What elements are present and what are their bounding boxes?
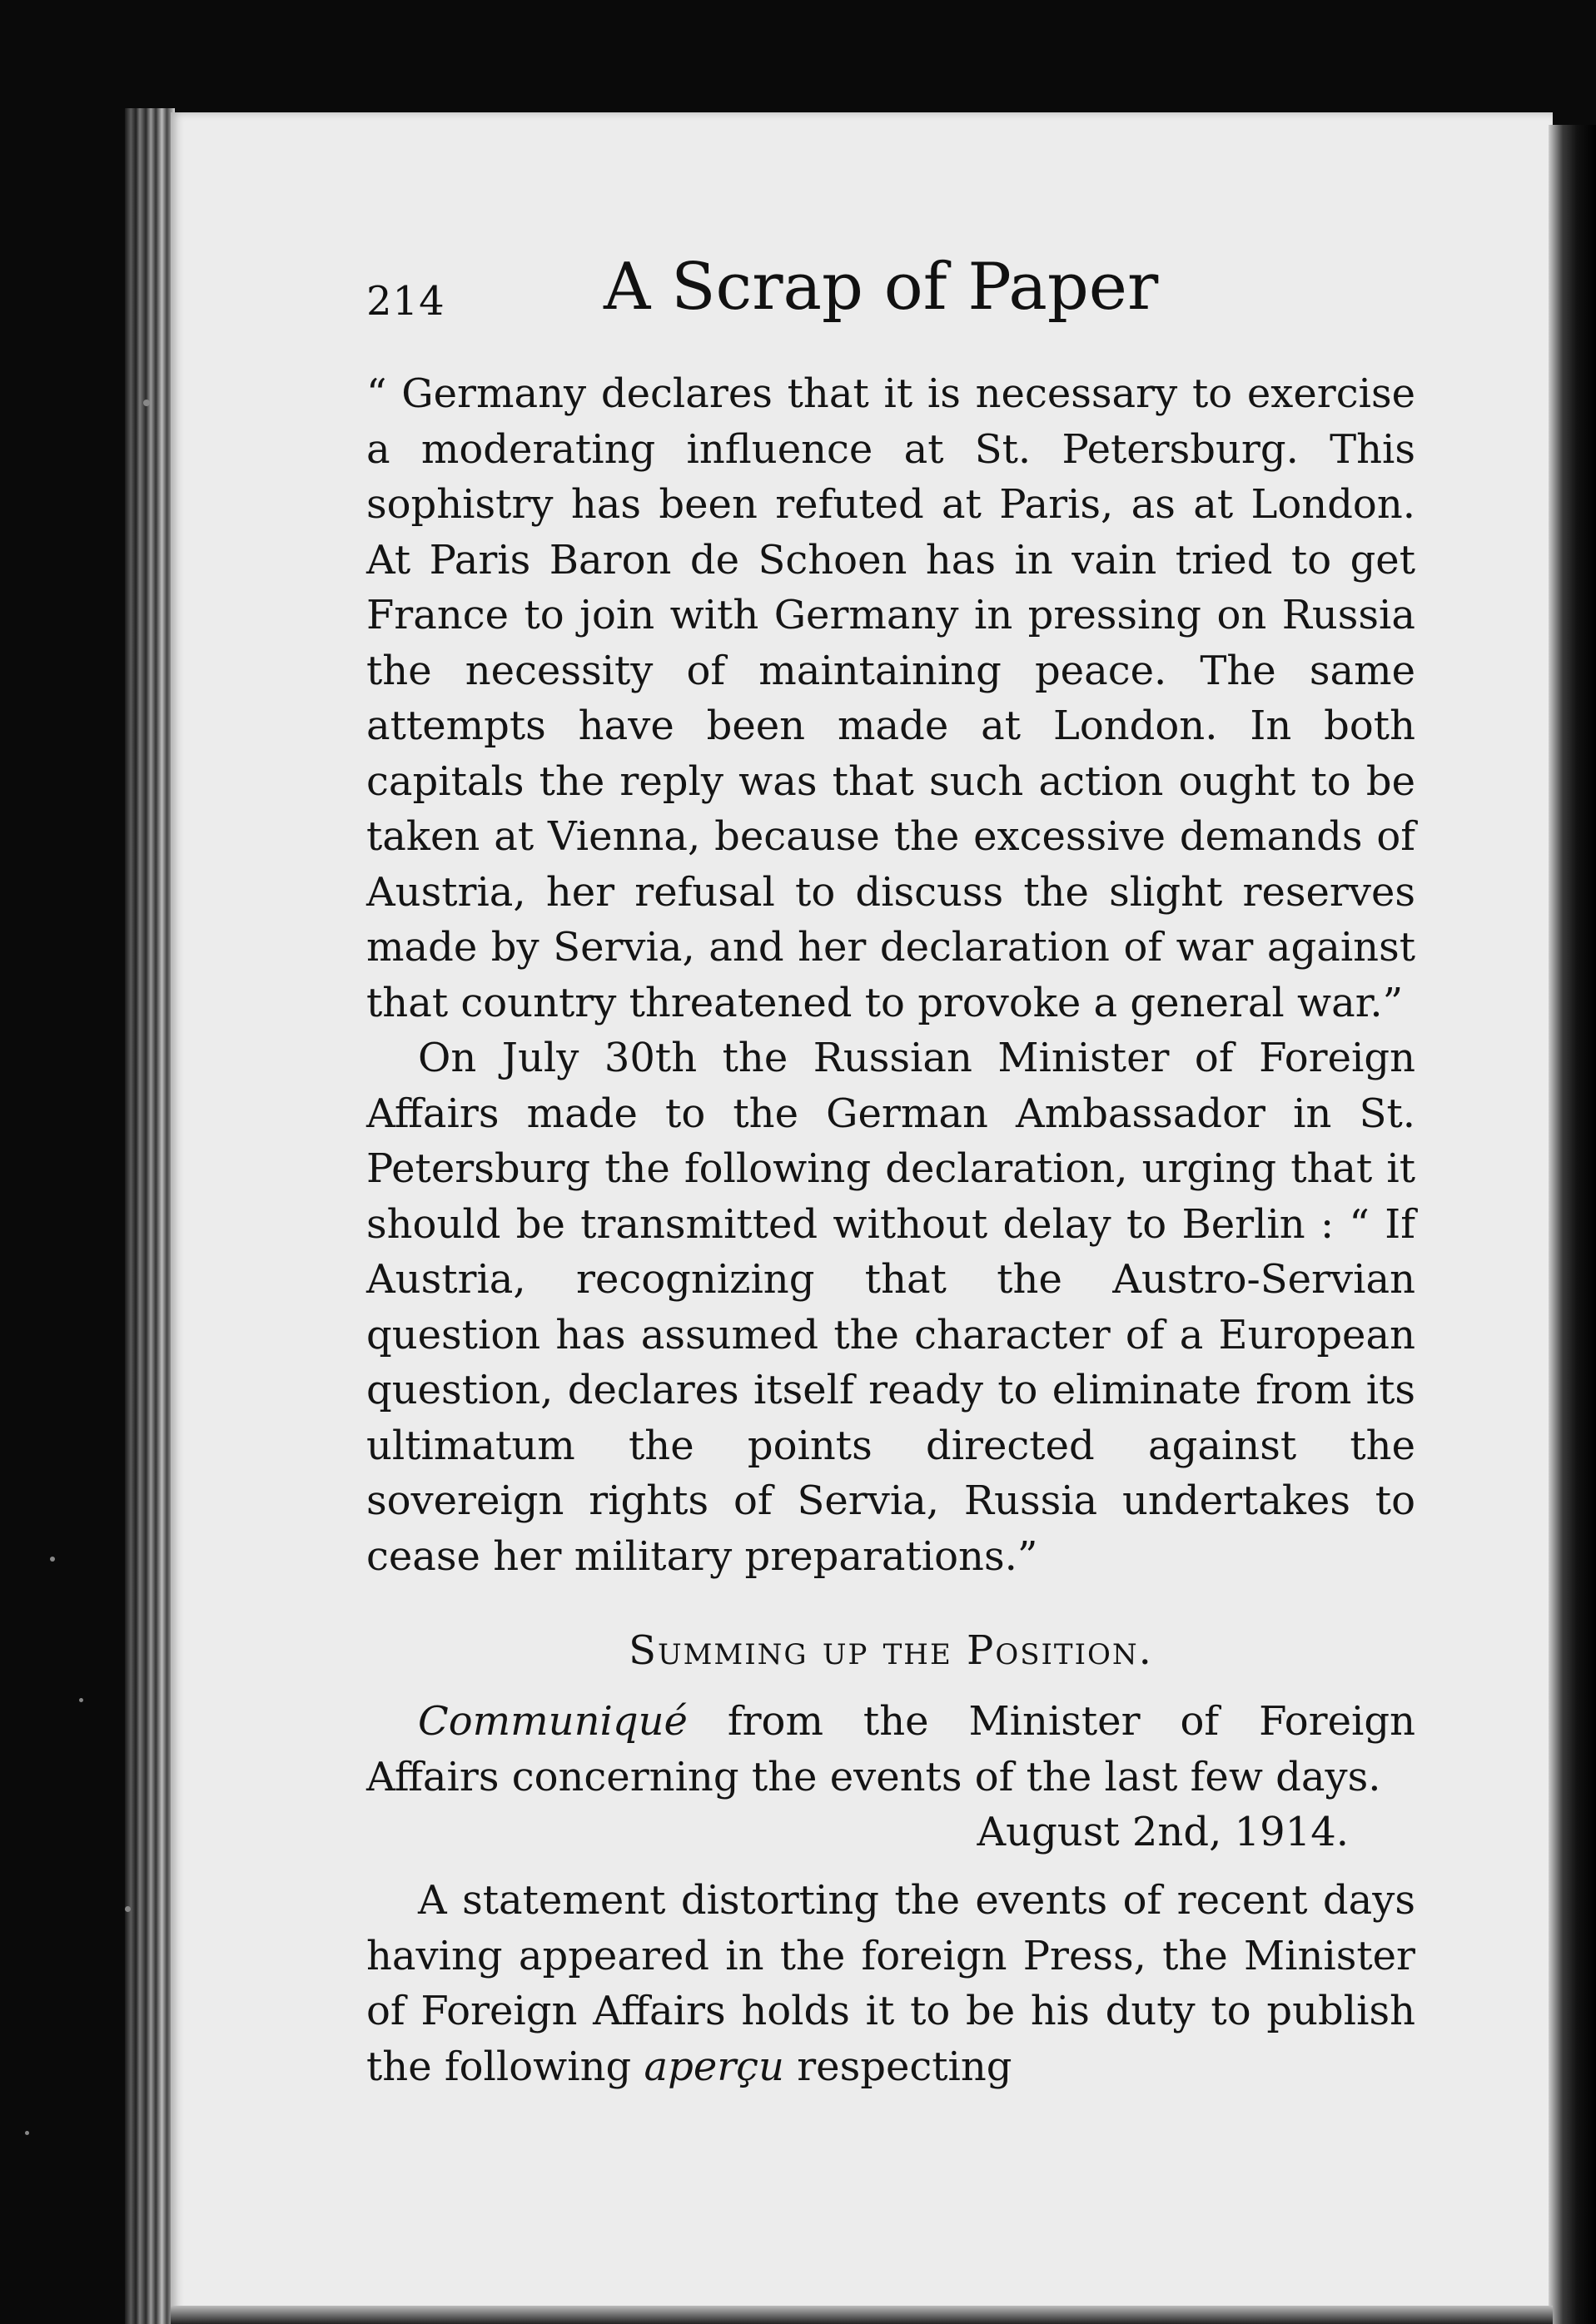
declaration-paragraph: On July 30th the Russian Minister of Foreign Affairs made to the German Ambassador in St. Petersburg the following declaration, urging that it should be transmitted without delay to Berlin : “ If Austria, recognizing that the Austro-Servian question has assumed the character of a European question, declares itself ready to eliminate from its ultimatum the points directed against the sovereign rights of Servia, Russia undertakes to cease her military preparations.” [366,1035,1415,1580]
apercu-italic-word: aperçu [644,2043,784,2090]
speck [25,2131,29,2135]
section-heading: Summing up the Position. [629,1627,1153,1674]
communique-italic-word: Communiqué [418,1698,688,1745]
page-number: 214 [366,278,445,325]
statement-text-start: A statement distorting the events of recent days having appeared in the foreign Press, the Minister of Foreign Affairs holds it to be his duty to publish the following [366,1877,1415,2090]
speck [143,400,150,406]
page-bottom-edge [171,2306,1553,2324]
statement-paragraph [366,1873,1415,2094]
speck [79,1698,83,1702]
page-body-text [366,366,1415,2094]
page-right-edge-shadow [1549,125,1596,2324]
communique-text: from the Minister of Foreign Affairs concerning the events of the last few days. [366,1698,1415,1800]
running-title: A Scrap of Paper [604,250,1159,325]
book-binding-edge [125,108,175,2324]
communique-paragraph [366,1694,1415,1805]
quoted-paragraph: “ Germany declares that it is necessary to exercise a moderating influence at St. Petersburg. This sophistry has been refuted at Paris, as at London. At Paris Baron de Schoen has in vain tried to get France to join with Germany in pressing on Russia the necessity of maintaining peace. The same attempts have been made at London. In both capitals the reply was that such action ought to be taken at Vienna, because the excessive demands of Austria, her refusal to discuss the slight reserves made by Servia, and her declaration of war against that country threatened to provoke a general war.” [366,370,1415,1026]
dateline: August 2nd, 1914. [977,1809,1349,1855]
speck [50,1557,55,1562]
speck [125,1906,131,1912]
page-header [366,250,1407,341]
statement-text-end: respecting [783,2043,1012,2090]
